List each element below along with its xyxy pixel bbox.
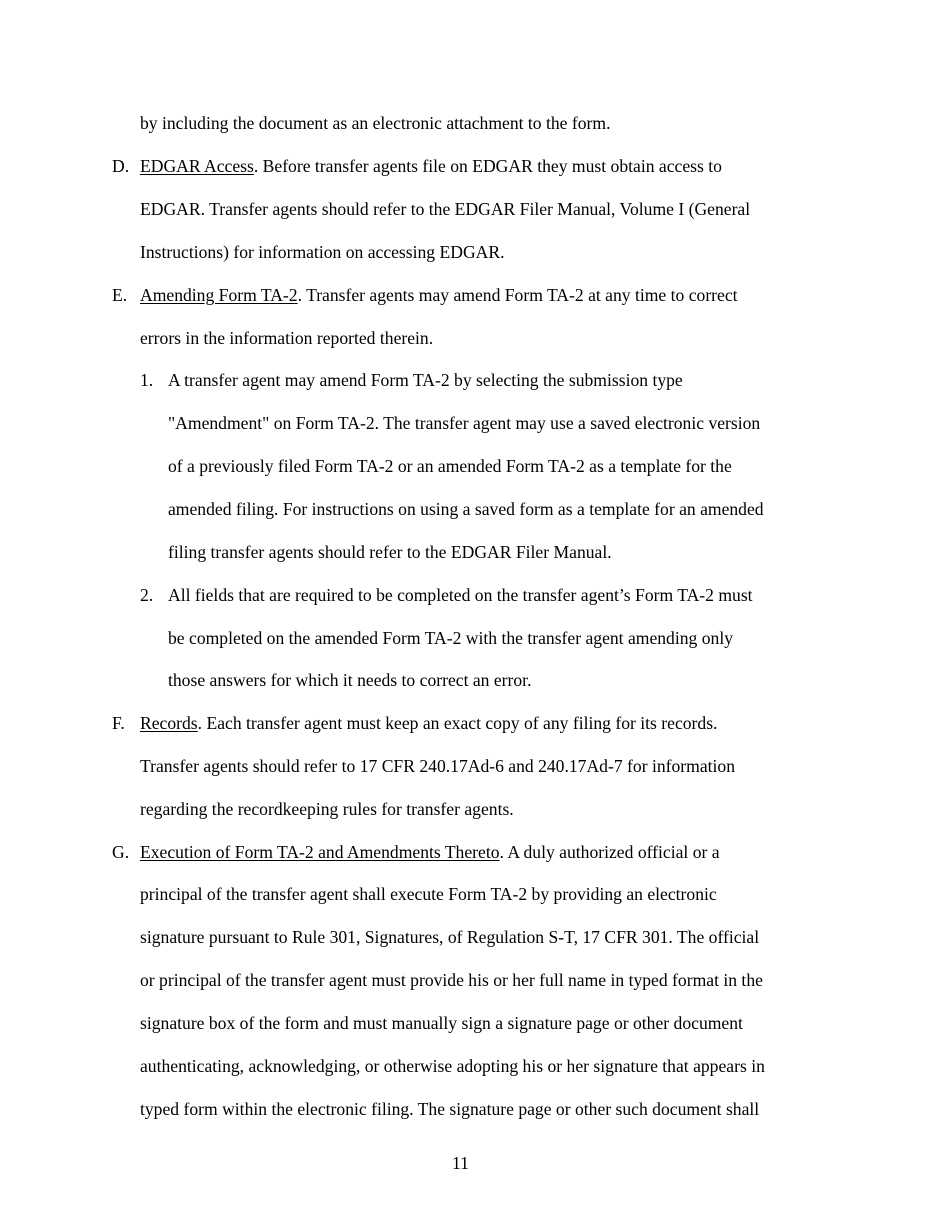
- section-e-first-rest: . Transfer agents may amend Form TA-2 at any time to correct: [297, 285, 738, 305]
- item-1-line: A transfer agent may amend Form TA-2 by selecting the submission type: [168, 370, 683, 390]
- section-f-first-line: [140, 713, 717, 733]
- item-2-marker: 2.: [140, 585, 154, 605]
- section-g-marker: G.: [112, 842, 130, 862]
- section-g-line: principal of the transfer agent shall execute Form TA-2 by providing an electronic: [140, 884, 717, 904]
- section-g-line: signature pursuant to Rule 301, Signatures, of Regulation S-T, 17 CFR 301. The official: [140, 927, 760, 947]
- section-d-line: EDGAR. Transfer agents should refer to the EDGAR Filer Manual, Volume I (General: [140, 199, 751, 219]
- section-e-first-line: [140, 285, 738, 305]
- item-1-line: filing transfer agents should refer to the EDGAR Filer Manual.: [168, 542, 612, 562]
- section-g-first-rest: . A duly authorized official or a: [499, 842, 720, 862]
- section-f-heading: Records: [140, 713, 198, 733]
- item-1-line: of a previously filed Form TA-2 or an amended Form TA-2 as a template for the: [168, 456, 732, 476]
- section-f-line: Transfer agents should refer to 17 CFR 240.17Ad-6 and 240.17Ad-7 for information: [140, 756, 736, 776]
- section-e-marker: E.: [112, 285, 128, 305]
- item-1-marker: 1.: [140, 370, 154, 390]
- section-f-marker: F.: [112, 713, 125, 733]
- item-1-line: "Amendment" on Form TA-2. The transfer agent may use a saved electronic version: [168, 413, 761, 433]
- section-g-line: authenticating, acknowledging, or otherwise adopting his or her signature that appears in: [140, 1056, 765, 1076]
- section-d-line: Instructions) for information on accessing EDGAR.: [140, 242, 505, 262]
- section-d-marker: D.: [112, 156, 130, 176]
- item-2-line: be completed on the amended Form TA-2 with the transfer agent amending only: [168, 628, 734, 648]
- section-e-line: errors in the information reported therein.: [140, 328, 434, 348]
- item-2-line: those answers for which it needs to correct an error.: [168, 670, 532, 690]
- section-g-line: or principal of the transfer agent must provide his or her full name in typed format in the: [140, 970, 763, 990]
- item-1-line: amended filing. For instructions on using a saved form as a template for an amended: [168, 499, 764, 519]
- section-e-heading: Amending Form TA-2: [140, 285, 298, 305]
- section-d-first-line: [140, 156, 722, 176]
- section-d-first-rest: . Before transfer agents file on EDGAR they must obtain access to: [253, 156, 722, 176]
- section-f-line: regarding the recordkeeping rules for transfer agents.: [140, 799, 514, 819]
- section-d-heading: EDGAR Access: [140, 156, 254, 176]
- intro-line: by including the document as an electronic attachment to the form.: [140, 113, 611, 133]
- section-g-line: signature box of the form and must manually sign a signature page or other document: [140, 1013, 743, 1033]
- section-g-line: typed form within the electronic filing. The signature page or other such document shall: [140, 1099, 760, 1119]
- item-2-line: All fields that are required to be completed on the transfer agent’s Form TA-2 must: [168, 585, 753, 605]
- section-g-heading: Execution of Form TA-2 and Amendments Thereto: [140, 842, 500, 862]
- section-g-first-line: [140, 842, 720, 862]
- page-number: 11: [452, 1153, 469, 1173]
- section-f-first-rest: . Each transfer agent must keep an exact copy of any filing for its records.: [197, 713, 718, 733]
